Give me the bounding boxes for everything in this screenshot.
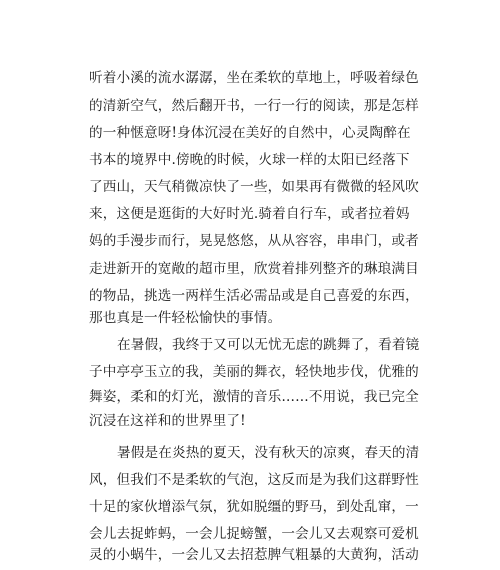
paragraph-3-line-2: 风，但我们不是柔软的气泡，这反而是为我们这群野性 (89, 472, 419, 488)
paragraph-1-line-10: 那也真是一件轻松愉快的事情。 (89, 310, 282, 326)
paragraph-2-line-2: 子中亭亭玉立的我，美丽的舞衣，轻快地步伐，优雅的 (89, 364, 419, 380)
paragraph-1-line-5: 了西山，天气稍微凉快了一些，如果再有微微的轻风吹 (89, 179, 419, 195)
paragraph-2-line-1: 在暑假，我终于又可以无忧无虑的跳舞了，看着镜 (117, 337, 420, 353)
paragraph-3-line-5: 灵的小蜗牛，一会儿又去招惹脾气粗暴的大黄狗，活动 (89, 547, 419, 563)
paragraph-2-line-3: 舞姿，柔和的灯光，激情的音乐……不用说，我已完全 (89, 389, 419, 405)
paragraph-3-line-3: 十足的家伙增添气氛，犹如脱缰的野马，到处乱窜，一 (89, 499, 419, 515)
paragraph-1-line-8: 走进新开的宽敞的超市里，欣赏着排列整齐的琳琅满目 (89, 261, 419, 277)
paragraph-3-line-1: 暑假是在炎热的夏天，没有秋天的凉爽，春天的清 (117, 445, 420, 461)
paragraph-1-line-6: 来，这便是逛街的大好时光.骑着自行车，或者拉着妈 (89, 206, 410, 222)
paragraph-1-line-3: 的一种惬意呀!身体沉浸在美好的自然中，心灵陶醉在 (89, 125, 411, 141)
paragraph-1-line-2: 的清新空气，然后翻开书，一行一行的阅读，那是怎样 (89, 98, 419, 114)
paragraph-3-line-4: 会儿去捉蚱蚂，一会儿捉螃蟹，一会儿又去观察可爱机 (89, 526, 419, 542)
paragraph-1-line-9: 的物品，挑选一两样生活必需品或是自己喜爱的东西， (89, 288, 419, 304)
paragraph-1-line-4: 书本的境界中.傍晚的时候，火球一样的太阳已经落下 (89, 152, 410, 168)
paragraph-1-line-7: 妈的手漫步而行，晃晃悠悠，从从容容，串串门，或者 (89, 233, 419, 249)
paragraph-2-line-4: 沉浸在这祥和的世界里了! (89, 413, 246, 429)
paragraph-1-line-1: 听着小溪的流水潺潺，坐在柔软的草地上，呼吸着绿色 (89, 70, 419, 86)
